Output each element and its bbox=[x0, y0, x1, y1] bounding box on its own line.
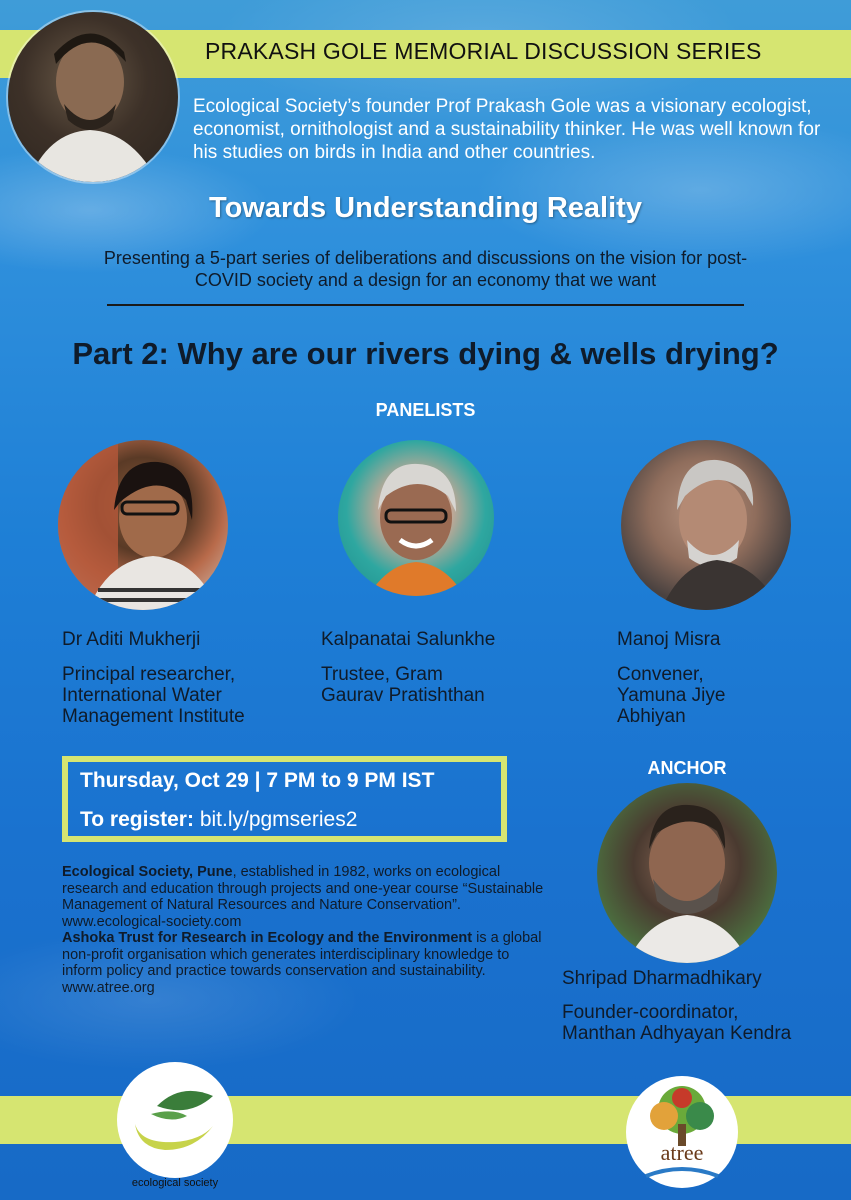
anchor-role bbox=[562, 1002, 791, 1044]
register-link[interactable]: bit.ly/pgmseries2 bbox=[199, 808, 358, 831]
prakash-gole-photo bbox=[8, 12, 178, 182]
anchor-name: Shripad Dharmadhikary bbox=[562, 968, 762, 989]
register-line bbox=[80, 808, 357, 832]
panelist-role-line: Trustee, Gram bbox=[321, 664, 443, 685]
about-text bbox=[62, 864, 552, 996]
portrait-icon bbox=[597, 783, 777, 963]
ecological-society-logo bbox=[117, 1062, 233, 1178]
panelist-photo-manoj-misra bbox=[621, 440, 791, 610]
portrait-icon bbox=[338, 440, 494, 596]
ecological-society-caption: ecological society bbox=[131, 1177, 219, 1189]
panelist-role-line: Gaurav Pratishthan bbox=[321, 685, 485, 706]
panelist-role-line: Abhiyan bbox=[617, 706, 686, 727]
series-title: PRAKASH GOLE MEMORIAL DISCUSSION SERIES bbox=[205, 38, 762, 64]
tree-icon bbox=[626, 1076, 738, 1188]
atree-name: Ashoka Trust for Research in Ecology and the Environment bbox=[62, 930, 473, 946]
anchor-label: ANCHOR bbox=[647, 758, 727, 778]
series-description: Presenting a 5-part series of deliberations and discussions on the vision for post-COVID society and a design for an economy that we want bbox=[103, 248, 748, 290]
anchor-role-line: Manthan Adhyayan Kendra bbox=[562, 1023, 792, 1044]
event-datetime: Thursday, Oct 29 | 7 PM to 9 PM IST bbox=[80, 769, 435, 792]
atree-wordmark: atree bbox=[660, 1140, 704, 1165]
atree-logo bbox=[626, 1076, 738, 1188]
panelist-role bbox=[617, 664, 725, 727]
portrait-icon bbox=[58, 440, 228, 610]
panelist-role bbox=[321, 664, 485, 706]
panelist-name: Manoj Misra bbox=[617, 629, 721, 650]
part-title: Part 2: Why are our rivers dying & wells drying? bbox=[72, 336, 779, 371]
anchor-photo-shripad-dharmadhikary bbox=[597, 783, 777, 963]
eco-society-name: Ecological Society, Pune bbox=[62, 864, 233, 880]
panelist-photo-kalpanatai-salunkhe bbox=[338, 440, 494, 596]
series-heading: Towards Understanding Reality bbox=[209, 192, 642, 224]
portrait-icon bbox=[621, 440, 791, 610]
panelist-role-line: Convener, bbox=[617, 664, 704, 685]
intro-text: Ecological Society’s founder Prof Prakash Gole was a visionary ecologist, economist, ornithologist and a sustainability thinker. He was well known for his studies on birds in India and other countries. bbox=[193, 96, 821, 163]
panelist-role-line: Yamuna Jiye bbox=[617, 685, 726, 706]
panelist-photo-aditi-mukherji bbox=[58, 440, 228, 610]
panelist-name: Kalpanatai Salunkhe bbox=[321, 629, 496, 650]
panelist-name: Dr Aditi Mukherji bbox=[62, 629, 201, 650]
anchor-role-line: Founder-coordinator, bbox=[562, 1002, 739, 1023]
panelist-role bbox=[62, 664, 245, 727]
atree-url[interactable]: www.atree.org bbox=[62, 979, 155, 996]
panelists-label: PANELISTS bbox=[375, 400, 476, 420]
register-label: To register: bbox=[80, 808, 194, 831]
panelist-role-line: International Water bbox=[62, 685, 222, 706]
divider bbox=[107, 304, 744, 306]
leaf-hands-icon bbox=[117, 1062, 233, 1178]
panelist-role-line: Principal researcher, bbox=[62, 664, 236, 685]
eco-society-url[interactable]: www.ecological-society.com bbox=[62, 913, 242, 930]
eco-society-description: , established in 1982, works on ecological research and education through projects and one-year course “Sustainable Management of Natural Resources and Nature Conservation”. bbox=[62, 864, 544, 913]
panelist-role-line: Management Institute bbox=[62, 706, 245, 727]
atree-description: is a global non-profit organisation which generates interdisciplinary knowledge to inform policy and practice towards conservation and sustainability. bbox=[62, 930, 542, 979]
portrait-icon bbox=[8, 12, 178, 182]
